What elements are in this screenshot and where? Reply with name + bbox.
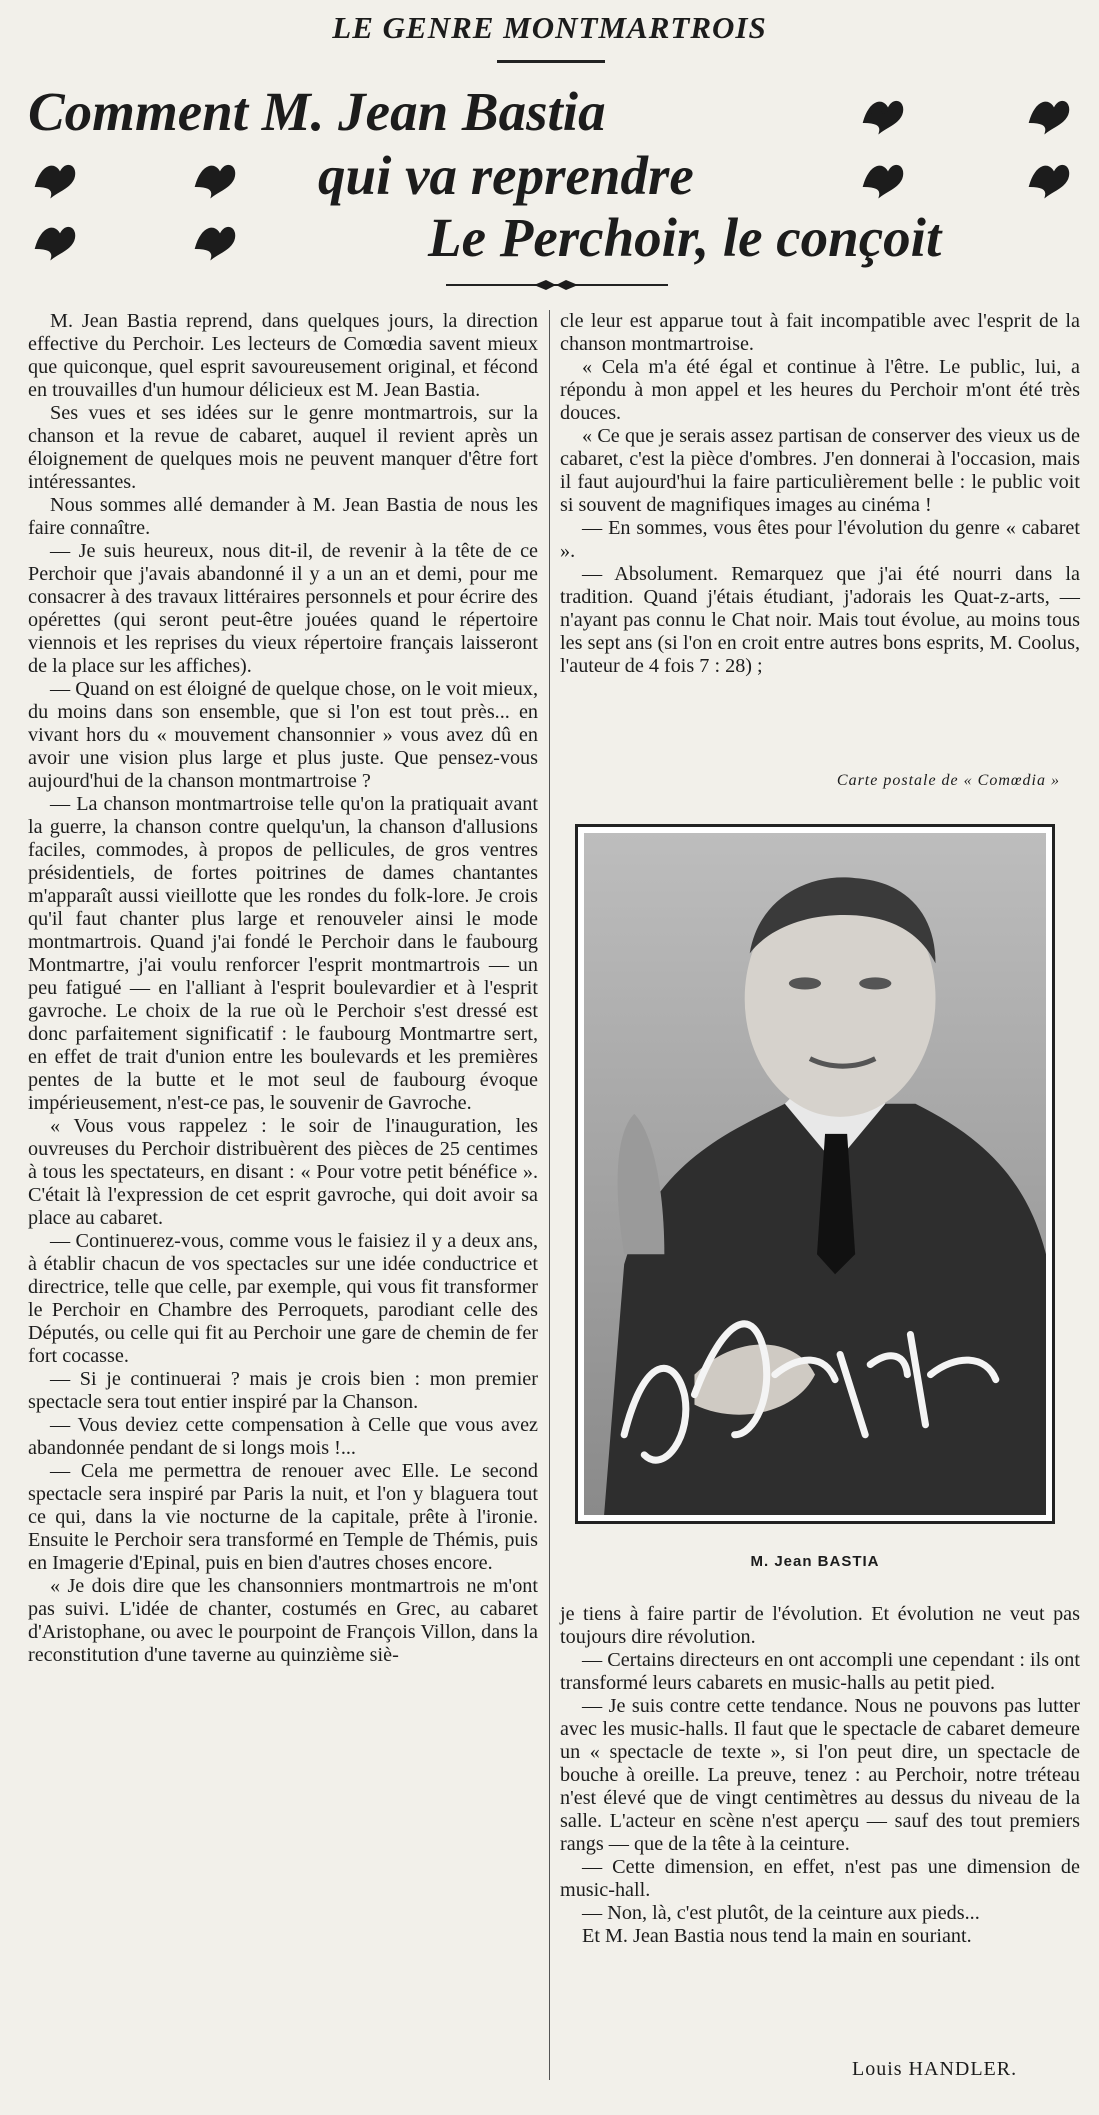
paragraph: Ses vues et ses idées sur le genre montmartrois, sur la chanson et la revue de cabaret, auquel il revient après un éloignement de quelques mois ne peuvent manquer d'être fort intéressantes. (28, 402, 538, 493)
section-kicker: LE GENRE MONTMARTROIS (332, 10, 767, 45)
paragraph: — Cela me permettra de renouer avec Elle. Le second spectacle sera inspiré par Paris la nuit, et l'on y blaguera tout ce qui, dans la vie nocturne de la capitale, prête à l'ironie. Ensuite le Perchoir sera transformé en Temple de Thémis, puis en Imagerie d'Epinal, puis en bien d'autres choses encore. (28, 1460, 538, 1574)
paragraph: — Continuerez-vous, comme vous le faisiez il y a deux ans, à établir chacun de vos spectacles sur une idée conductrice et directrice, telle que celle, par exemple, qui vous fit transformer le Perchoir en Chambre des Perroquets, parodiant celle des Députés, ou celle qui fit au Perchoir une gare de chemin de fer fort cocasse. (28, 1230, 538, 1367)
article-column-right-bottom (560, 1603, 1080, 1948)
paragraph: cle leur est apparue tout à fait incompatible avec l'esprit de la chanson montmartroise. (560, 310, 1080, 355)
paragraph: — Si je continuerai ? mais je crois bien : mon premier spectacle sera tout entier inspiré par la Chanson. (28, 1368, 538, 1413)
portrait-image (584, 833, 1046, 1515)
paragraph: — La chanson montmartroise telle qu'on la pratiquait avant la guerre, la chanson contre quelqu'un, la chanson d'allusions faciles, commodes, à propos de pellicules, de gros ventres présidentiels, de fortes poitrines de dames chantantes m'apparaît aussi vieillotte que les rondes du folk-lore. Je crois qu'il faut chanter plus large et renouveler ainsi le mode montmartrois. Quand j'ai fondé le Perchoir dans le faubourg Montmartre, j'ai voulu renforcer l'esprit montmartrois — un peu fatigué — en l'alliant à l'esprit boulevardier et à l'esprit gavroche. Le choix de la rue où le Perchoir s'est dressé est donc parfaitement significatif : le faubourg Montmartre sert, en effet de trait d'union entre les boulevards et les premières pentes de la butte et le mot seul de faubourg évoque impérieusement, n'est-ce pas, le souvenir de Gavroche. (28, 793, 538, 1114)
paragraph: « Je dois dire que les chansonniers montmartrois ne m'ont pas suivi. L'idée de chanter, costumés en Grec, au cabaret d'Aristophane, ou avec le pourpoint de François Villon, dans la reconstitution d'une taverne au quinzième siè- (28, 1575, 538, 1666)
paragraph: — Non, là, c'est plutôt, de la ceinture aux pieds... (582, 1902, 980, 1924)
article-column-right-top (560, 310, 1080, 678)
paragraph: — Je suis heureux, nous dit-il, de revenir à la tête de ce Perchoir que j'avais abandonné il y a un an et demi, pour me consacrer à des travaux littéraires personnels et pour écrire des opérettes (qui seront peut-être jouées quand le répertoire viennois et les reprises du vieux répertoire français laisseront de la place sur les affiches). (28, 540, 538, 677)
column-divider (549, 310, 550, 2080)
fleuron-icon (1024, 92, 1074, 136)
portrait-photo (575, 824, 1055, 1524)
headline-line-3: Le Perchoir, le conçoit (428, 207, 942, 268)
paragraph: — Absolument. Remarquez que j'ai été nourri dans la tradition. Quand j'étais étudiant, j'adorais les Quat-z-arts, — n'ayant pas connu le Chat noir. Mais tout évolue, au moins tous les sept ans (si l'on en croit entre autres bons esprits, M. Coolus, l'auteur de 4 fois 7 : 28) ; (560, 563, 1080, 677)
paragraph: « Ce que je serais assez partisan de conserver des vieux us de cabaret, c'est la pièce d'ombres. J'en donnerai à l'occasion, mais il faut aujourd'hui la faire particulièrement belle : le public voit si souvent de magnifiques images au cinéma ! (560, 425, 1080, 516)
paragraph: « Vous vous rappelez : le soir de l'inauguration, les ouvreuses du Perchoir distribuèrent des pièces de 25 centimes à tous les spectateurs, en disant : « Pour votre petit bénéfice ». C'était là l'expression de cet esprit gavroche, qui doit avoir sa place au cabaret. (28, 1115, 538, 1229)
kicker-rule (497, 60, 605, 63)
headline-line-2: qui va reprendre (318, 145, 694, 206)
photo-credit: Carte postale de « Comœdia » (836, 772, 1060, 789)
author-byline: Louis HANDLER. (852, 2058, 1018, 2080)
fleuron-icon (858, 156, 908, 200)
paragraph: « Cela m'a été égal et continue à l'être. Le public, lui, a répondu à mon appel et les heures du Perchoir m'ont été très douces. (560, 356, 1080, 424)
paragraph: — Vous deviez cette compensation à Celle que vous avez abandonnée pendant de si longs mois !... (28, 1414, 538, 1459)
paragraph: — Je suis contre cette tendance. Nous ne pouvons pas lutter avec les music-halls. Il faut que le spectacle de cabaret demeure un « spectacle de texte », si l'on peut dire, un spectacle de bouche à oreille. La preuve, tenez : au Perchoir, notre tréteau n'est élevé que de vingt centimètres au dessus du niveau de la salle. L'acteur en scène n'est aperçu — sauf des tout premiers rangs — que de la tête à la ceinture. (560, 1695, 1080, 1855)
fleuron-icon (1024, 156, 1074, 200)
paragraph: Nous sommes allé demander à M. Jean Bastia de nous les faire connaître. (28, 494, 538, 539)
fleuron-icon (858, 92, 908, 136)
fleuron-icon (30, 156, 80, 200)
fleuron-icon (190, 156, 240, 200)
paragraph: M. Jean Bastia reprend, dans quelques jours, la direction effective du Perchoir. Les lecteurs de Comœdia savent mieux que quiconque, quel esprit savoureusement original, et fécond en trouvailles d'un humour délicieux est M. Jean Bastia. (28, 310, 538, 401)
paragraph: je tiens à faire partir de l'évolution. Et évolution ne veut pas toujours dire révolution. (560, 1603, 1080, 1648)
photo-caption: M. Jean BASTIA (750, 1553, 880, 1570)
paragraph: — Certains directeurs en ont accompli une cependant : ils ont transformé leurs cabarets en music-halls au petit pied. (560, 1649, 1080, 1694)
fleuron-icon (30, 218, 80, 262)
headline-line-1: Comment M. Jean Bastia (28, 81, 606, 142)
paragraph: — Cette dimension, en effet, n'est pas une dimension de music-hall. (560, 1856, 1080, 1901)
paragraph: — Quand on est éloigné de quelque chose, on le voit mieux, du moins dans son ensemble, que si l'on est tout près... en vivant hors du « mouvement chansonnier » vous avez dû en avoir une vision plus large et plus juste. Que pensez-vous aujourd'hui de la chanson montmartroise ? (28, 678, 538, 792)
article-column-left (28, 310, 538, 1667)
paragraph: — En sommes, vous êtes pour l'évolution du genre « cabaret ». (560, 517, 1080, 562)
fleuron-icon (190, 218, 240, 262)
rule-ornament-icon (532, 278, 580, 292)
paragraph: Et M. Jean Bastia nous tend la main en souriant. (582, 1925, 972, 1947)
